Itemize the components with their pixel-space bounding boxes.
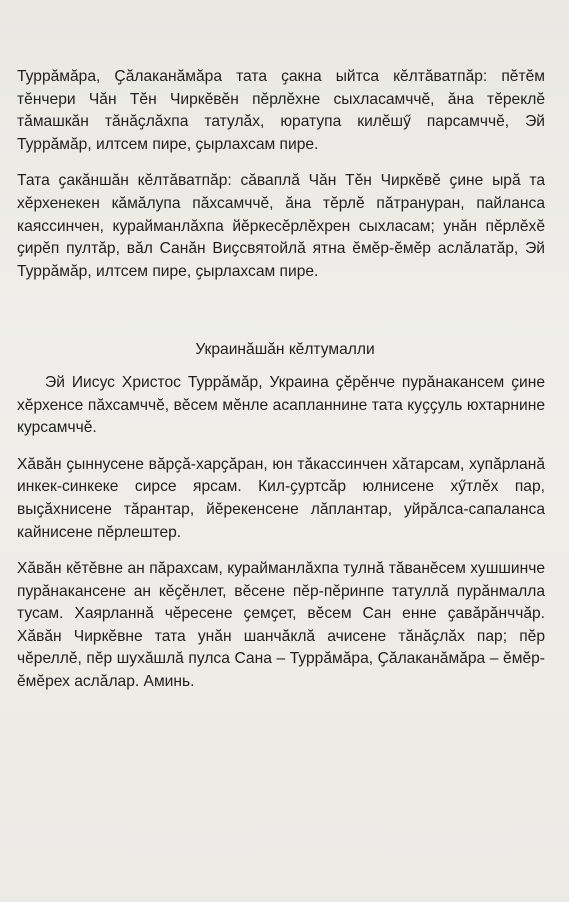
paragraph-5: Хӑвӑн кӗтӗвне ан пӑрахсам, курайманлӑхпа тулнӑ тӑванӗсем хушшинче пурӑнакансене ан кӗҫӗнлет, вӗсене пӗр-пӗринпе татуллӑ пурӑнмалла тусам. Хаярланнӑ чӗресене ҫемҫет, вӗсем Сан енне ҫавӑрӑнччӑр. Хӑвӑн Чиркӗвне тата унӑн шанчӑклӑ ачисене тӑнӑҫлӑх пар; пӗр чӗреллӗ, пӗр шухӑшлӑ пулса Сана – Туррӑмӑра, Ҫӑлаканӑмӑра – ӗмӗр-ӗмӗрех аслӑлар. Аминь. — [17, 560, 545, 691]
paragraph-1: Туррӑмӑра, Ҫӑлаканӑмӑра тата ҫакна ыйтса кӗлтӑватпӑр: пӗтӗм тӗнчери Чӑн Тӗн Чиркӗвӗн пӗрлӗхне сыхласамччӗ, ӑна тӗреклӗ тӑмашкӑн тӑнӑҫлӑхпа татулӑх, юратупа килӗшӳ парсамччӗ, Эй Туррӑмӑр, илтсем пире, ҫырлахсам пире. — [17, 68, 545, 153]
paragraph-3: Эй Иисус Христос Туррӑмӑр, Украина ҫӗрӗнче пурӑнакансем ҫине хӗрхенсе пӑхсамччӗ, вӗсем мӗнле асапланнине тата куҫҫуль юхтарнине курсамччӗ. — [17, 373, 545, 437]
section-prayer-for-ukraine — [17, 339, 545, 693]
paragraph-4: Хӑвӑн ҫыннусене вӑрҫӑ-харҫӑран, юн тӑкассинчен хӑтарсам, хупӑрланӑ инкек-синкеке сирсе ярсам. Кил-ҫуртсӑр юлнисене хӳтлӗх пар, выҫӑхнисене тӑрантар, йӗрекенсене лӑплантар, уйрӑлса-сапаланса кайнисене пӗрлештер. — [17, 455, 545, 541]
section-heading: Украинӑшӑн кӗлтумалли — [195, 341, 375, 359]
section-prayer-for-church — [17, 66, 545, 283]
paragraph-2: Тата ҫакӑншӑн кӗлтӑватпӑр: сӑваплӑ Чӑн Тӗн Чиркӗвӗ ҫине ырӑ та хӗрхенекен кӑмӑлупа пӑхсамччӗ, ӑна тӗрлӗ пӑтрануран, пайланса каяссинчен, курайманлӑхпа йӗркесӗрлӗхрен сыхласам; унӑн пӗрлӗхӗ ҫирӗп пултӑр, вӑл Санӑн Виҫсвятойлӑ ятна ӗмӗр-ӗмӗр аслӑлатӑр, Эй Туррӑмӑр, илтсем пире, ҫырлахсам пире. — [17, 172, 545, 280]
